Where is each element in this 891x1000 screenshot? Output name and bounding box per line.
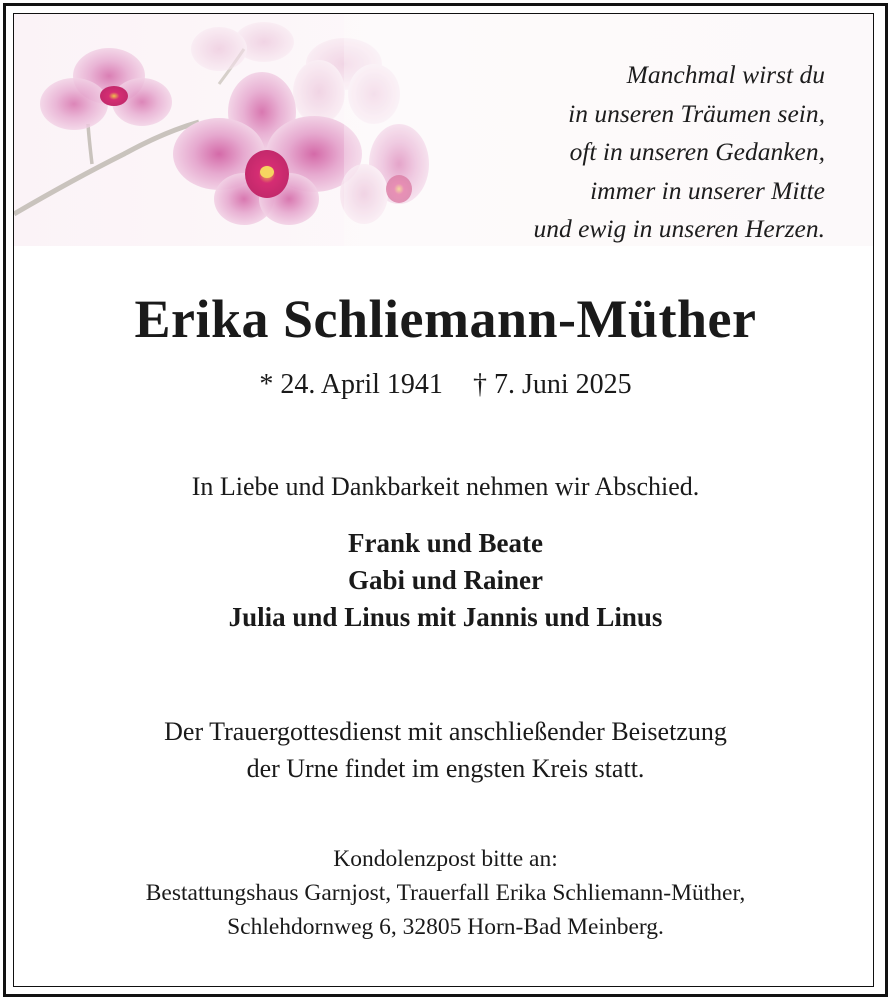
mourner-line: Gabi und Rainer [347, 565, 544, 595]
farewell-text: In Liebe und Dankbarkeit nehmen wir Abschied. [191, 472, 700, 501]
death-date: † 7. Juni 2025 [472, 369, 632, 400]
service-notice [0, 713, 891, 787]
orchid-header-image [14, 14, 873, 246]
life-dates [0, 369, 891, 401]
poem-line: immer in unserer Mitte [590, 175, 825, 205]
birth-date: * 24. April 1941 [259, 369, 443, 400]
poem-line: in unseren Träumen sein, [568, 98, 825, 128]
service-line: Der Trauergottesdienst mit anschließender Beisetzung [164, 717, 727, 746]
poem-line: und ewig in unseren Herzen. [533, 214, 825, 243]
condolence-line: Bestattungshaus Garnjost, Trauerfall Erika Schliemann-Müther, [145, 880, 746, 906]
mourner-line: Julia und Linus mit Jannis und Linus [228, 602, 663, 632]
poem [533, 56, 825, 246]
poem-line: Manchmal wirst du [626, 60, 825, 89]
condolence-line: Kondolenzpost bitte an: [333, 846, 558, 872]
service-line: der Urne findet im engsten Kreis statt. [246, 754, 645, 783]
poem-line: oft in unseren Gedanken, [569, 137, 825, 166]
mourners-list [0, 525, 891, 636]
mourner-line: Frank und Beate [347, 528, 544, 558]
deceased-name: Erika Schliemann-Müther [134, 289, 757, 349]
condolence-address [0, 842, 891, 944]
condolence-line: Schlehdornweg 6, 32805 Horn-Bad Meinberg. [227, 914, 664, 940]
